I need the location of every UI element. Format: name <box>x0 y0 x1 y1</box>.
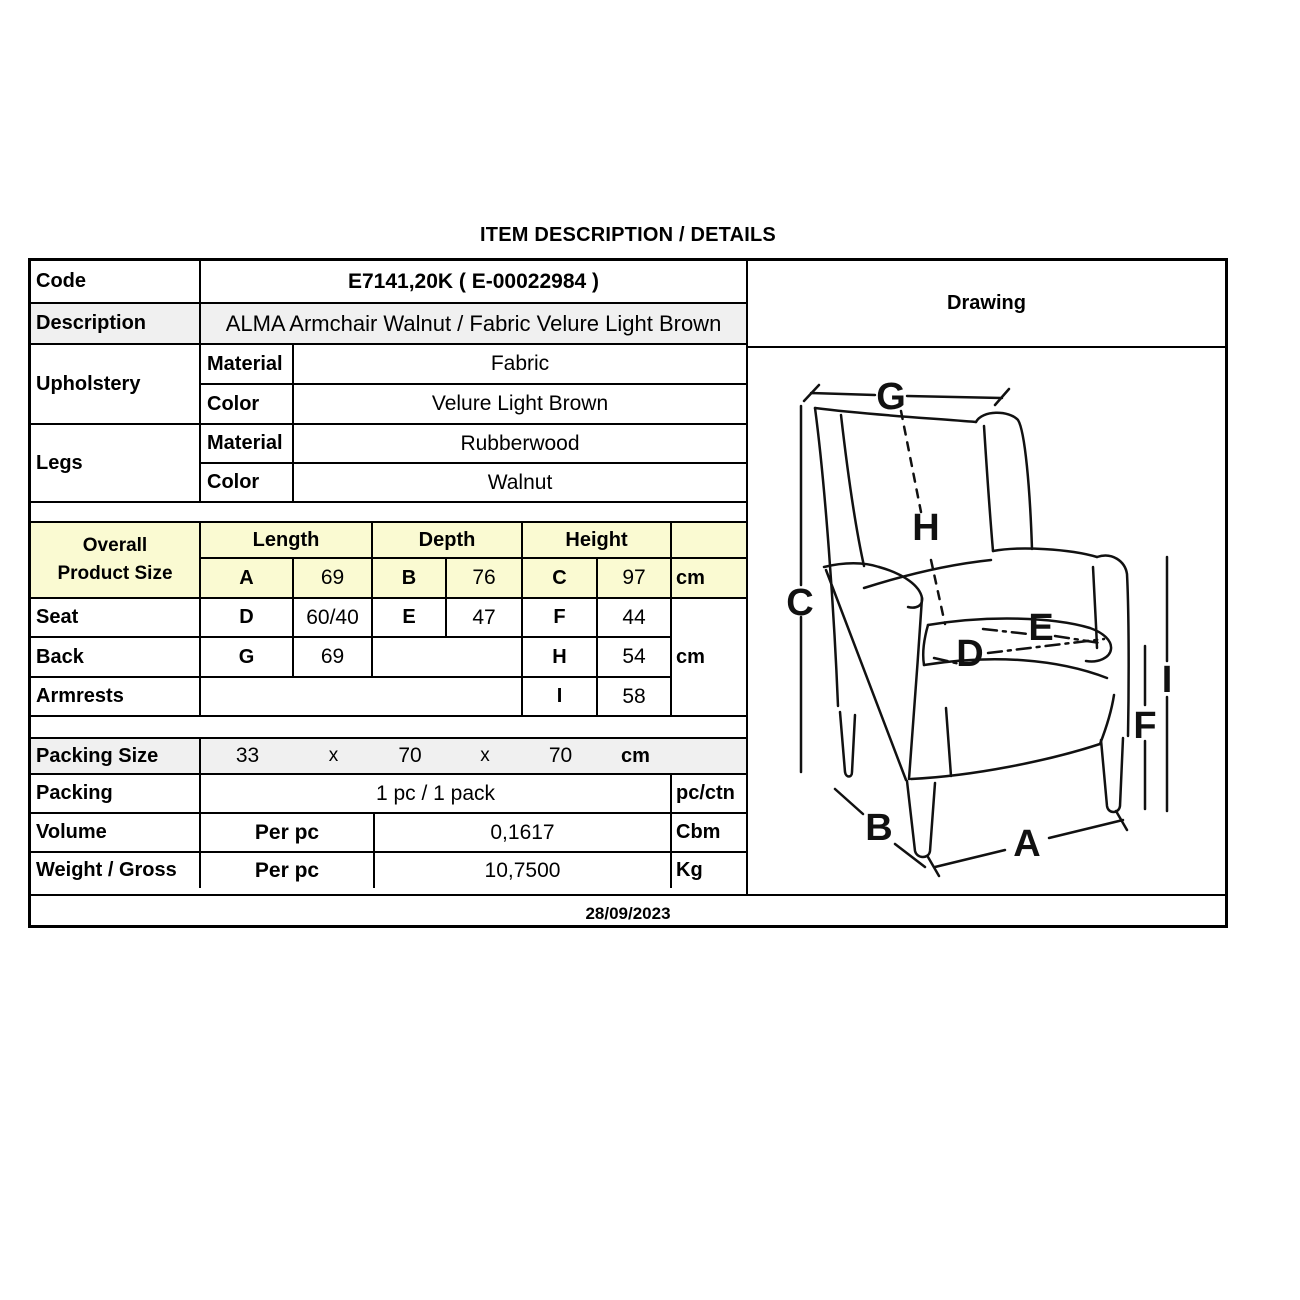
packing-sep1: x <box>328 745 339 766</box>
packing-unit: pc/ctn <box>671 774 746 813</box>
back-label: Back <box>31 637 200 677</box>
depth-header: Depth <box>372 522 522 558</box>
dim-label-f: F <box>1133 705 1157 747</box>
detail-unit: cm <box>671 598 746 716</box>
dim-label-c: C <box>786 582 814 624</box>
overall-height-key: C <box>522 558 597 598</box>
dim-label-i: I <box>1161 659 1173 701</box>
overall-depth-key: B <box>372 558 446 598</box>
unit-header-empty <box>671 522 746 558</box>
upholstery-label: Upholstery <box>31 344 200 424</box>
seat-depth-key: E <box>372 598 446 637</box>
back-height-value: 54 <box>597 637 671 677</box>
seat-length-key: D <box>200 598 293 637</box>
weight-unit: Kg <box>676 859 703 881</box>
seat-height-value: 44 <box>597 598 671 637</box>
armrests-empty <box>200 677 522 716</box>
height-header: Height <box>522 522 671 558</box>
code-value: E7141,20K ( E-00022984 ) <box>200 261 746 303</box>
back-height-key: H <box>522 637 597 677</box>
volume-per: Per pc <box>200 813 374 852</box>
packing-size-label: Packing Size <box>31 738 200 774</box>
spec-sheet-table <box>28 258 1228 928</box>
weight-label: Weight / Gross <box>31 852 200 888</box>
overall-size-label-line1: Overall <box>82 535 148 557</box>
back-depth-empty <box>372 637 522 677</box>
section-gap <box>31 717 746 737</box>
upholstery-color-value: Velure Light Brown <box>293 384 746 424</box>
legs-material-label: Material <box>200 424 293 463</box>
overall-length-key: A <box>200 558 293 598</box>
packing-sep2: x <box>480 745 490 766</box>
legs-material-value: Rubberwood <box>293 424 746 463</box>
volume-label: Volume <box>31 813 200 852</box>
dim-label-a: A <box>1013 823 1041 865</box>
back-length-value: 69 <box>293 637 372 677</box>
dimension-lines <box>801 385 1167 876</box>
packing-value: 1 pc / 1 pack <box>200 774 671 813</box>
packing-size-unit: cm <box>621 744 650 767</box>
sheet-body <box>31 261 1225 894</box>
overall-length-value: 69 <box>293 558 372 598</box>
armrests-height-key: I <box>522 677 597 716</box>
packing-table <box>31 737 746 888</box>
armchair-drawing <box>748 348 1225 894</box>
code-label: Code <box>31 261 200 303</box>
drawing-canvas <box>748 348 1225 894</box>
armrests-label: Armrests <box>31 677 200 716</box>
packing-dim3: 70 <box>548 744 573 767</box>
dim-label-g: G <box>876 376 906 418</box>
seat-depth-value: 47 <box>446 598 522 637</box>
seat-height-key: F <box>522 598 597 637</box>
upholstery-material-label: Material <box>200 344 293 384</box>
upholstery-color-label: Color <box>200 384 293 424</box>
info-table <box>31 261 746 503</box>
details-panel <box>31 261 748 894</box>
armrests-height-value: 58 <box>597 677 671 716</box>
dim-line-g <box>804 385 1009 405</box>
packing-dim1: 33 <box>235 744 260 767</box>
dim-label-d: D <box>956 633 984 675</box>
weight-per: Per pc <box>200 852 374 888</box>
volume-value: 0,1617 <box>374 813 671 852</box>
length-header: Length <box>200 522 372 558</box>
dim-label-e: E <box>1028 607 1054 649</box>
overall-depth-value: 76 <box>446 558 522 598</box>
packing-label: Packing <box>31 774 200 813</box>
dim-label-b: B <box>865 807 893 849</box>
legs-label: Legs <box>31 424 200 502</box>
sizes-table <box>31 521 746 717</box>
back-length-key: G <box>200 637 293 677</box>
packing-size-dims <box>201 744 746 768</box>
page-title: ITEM DESCRIPTION / DETAILS <box>480 224 776 246</box>
drawing-panel <box>748 261 1225 894</box>
seat-label: Seat <box>31 598 200 637</box>
drawing-header: Drawing <box>748 261 1225 348</box>
volume-unit: Cbm <box>671 813 746 852</box>
date-row <box>31 894 1225 931</box>
weight-value: 10,7500 <box>374 852 671 888</box>
section-gap <box>31 503 746 521</box>
date-value: 28/09/2023 <box>585 903 671 923</box>
packing-size-values <box>200 738 746 774</box>
legs-color-value: Walnut <box>293 463 746 502</box>
overall-height-value: 97 <box>597 558 671 598</box>
overall-size-label <box>31 522 200 598</box>
dim-label-h: H <box>912 507 940 549</box>
description-value: ALMA Armchair Walnut / Fabric Velure Light Brown <box>200 303 746 344</box>
legs-color-label: Color <box>200 463 293 502</box>
seat-length-value: 60/40 <box>293 598 372 637</box>
packing-dim2: 70 <box>398 744 422 767</box>
overall-unit: cm <box>671 558 746 598</box>
overall-size-label-line2: Product Size <box>57 563 173 584</box>
upholstery-material-value: Fabric <box>293 344 746 384</box>
description-label: Description <box>31 303 200 344</box>
